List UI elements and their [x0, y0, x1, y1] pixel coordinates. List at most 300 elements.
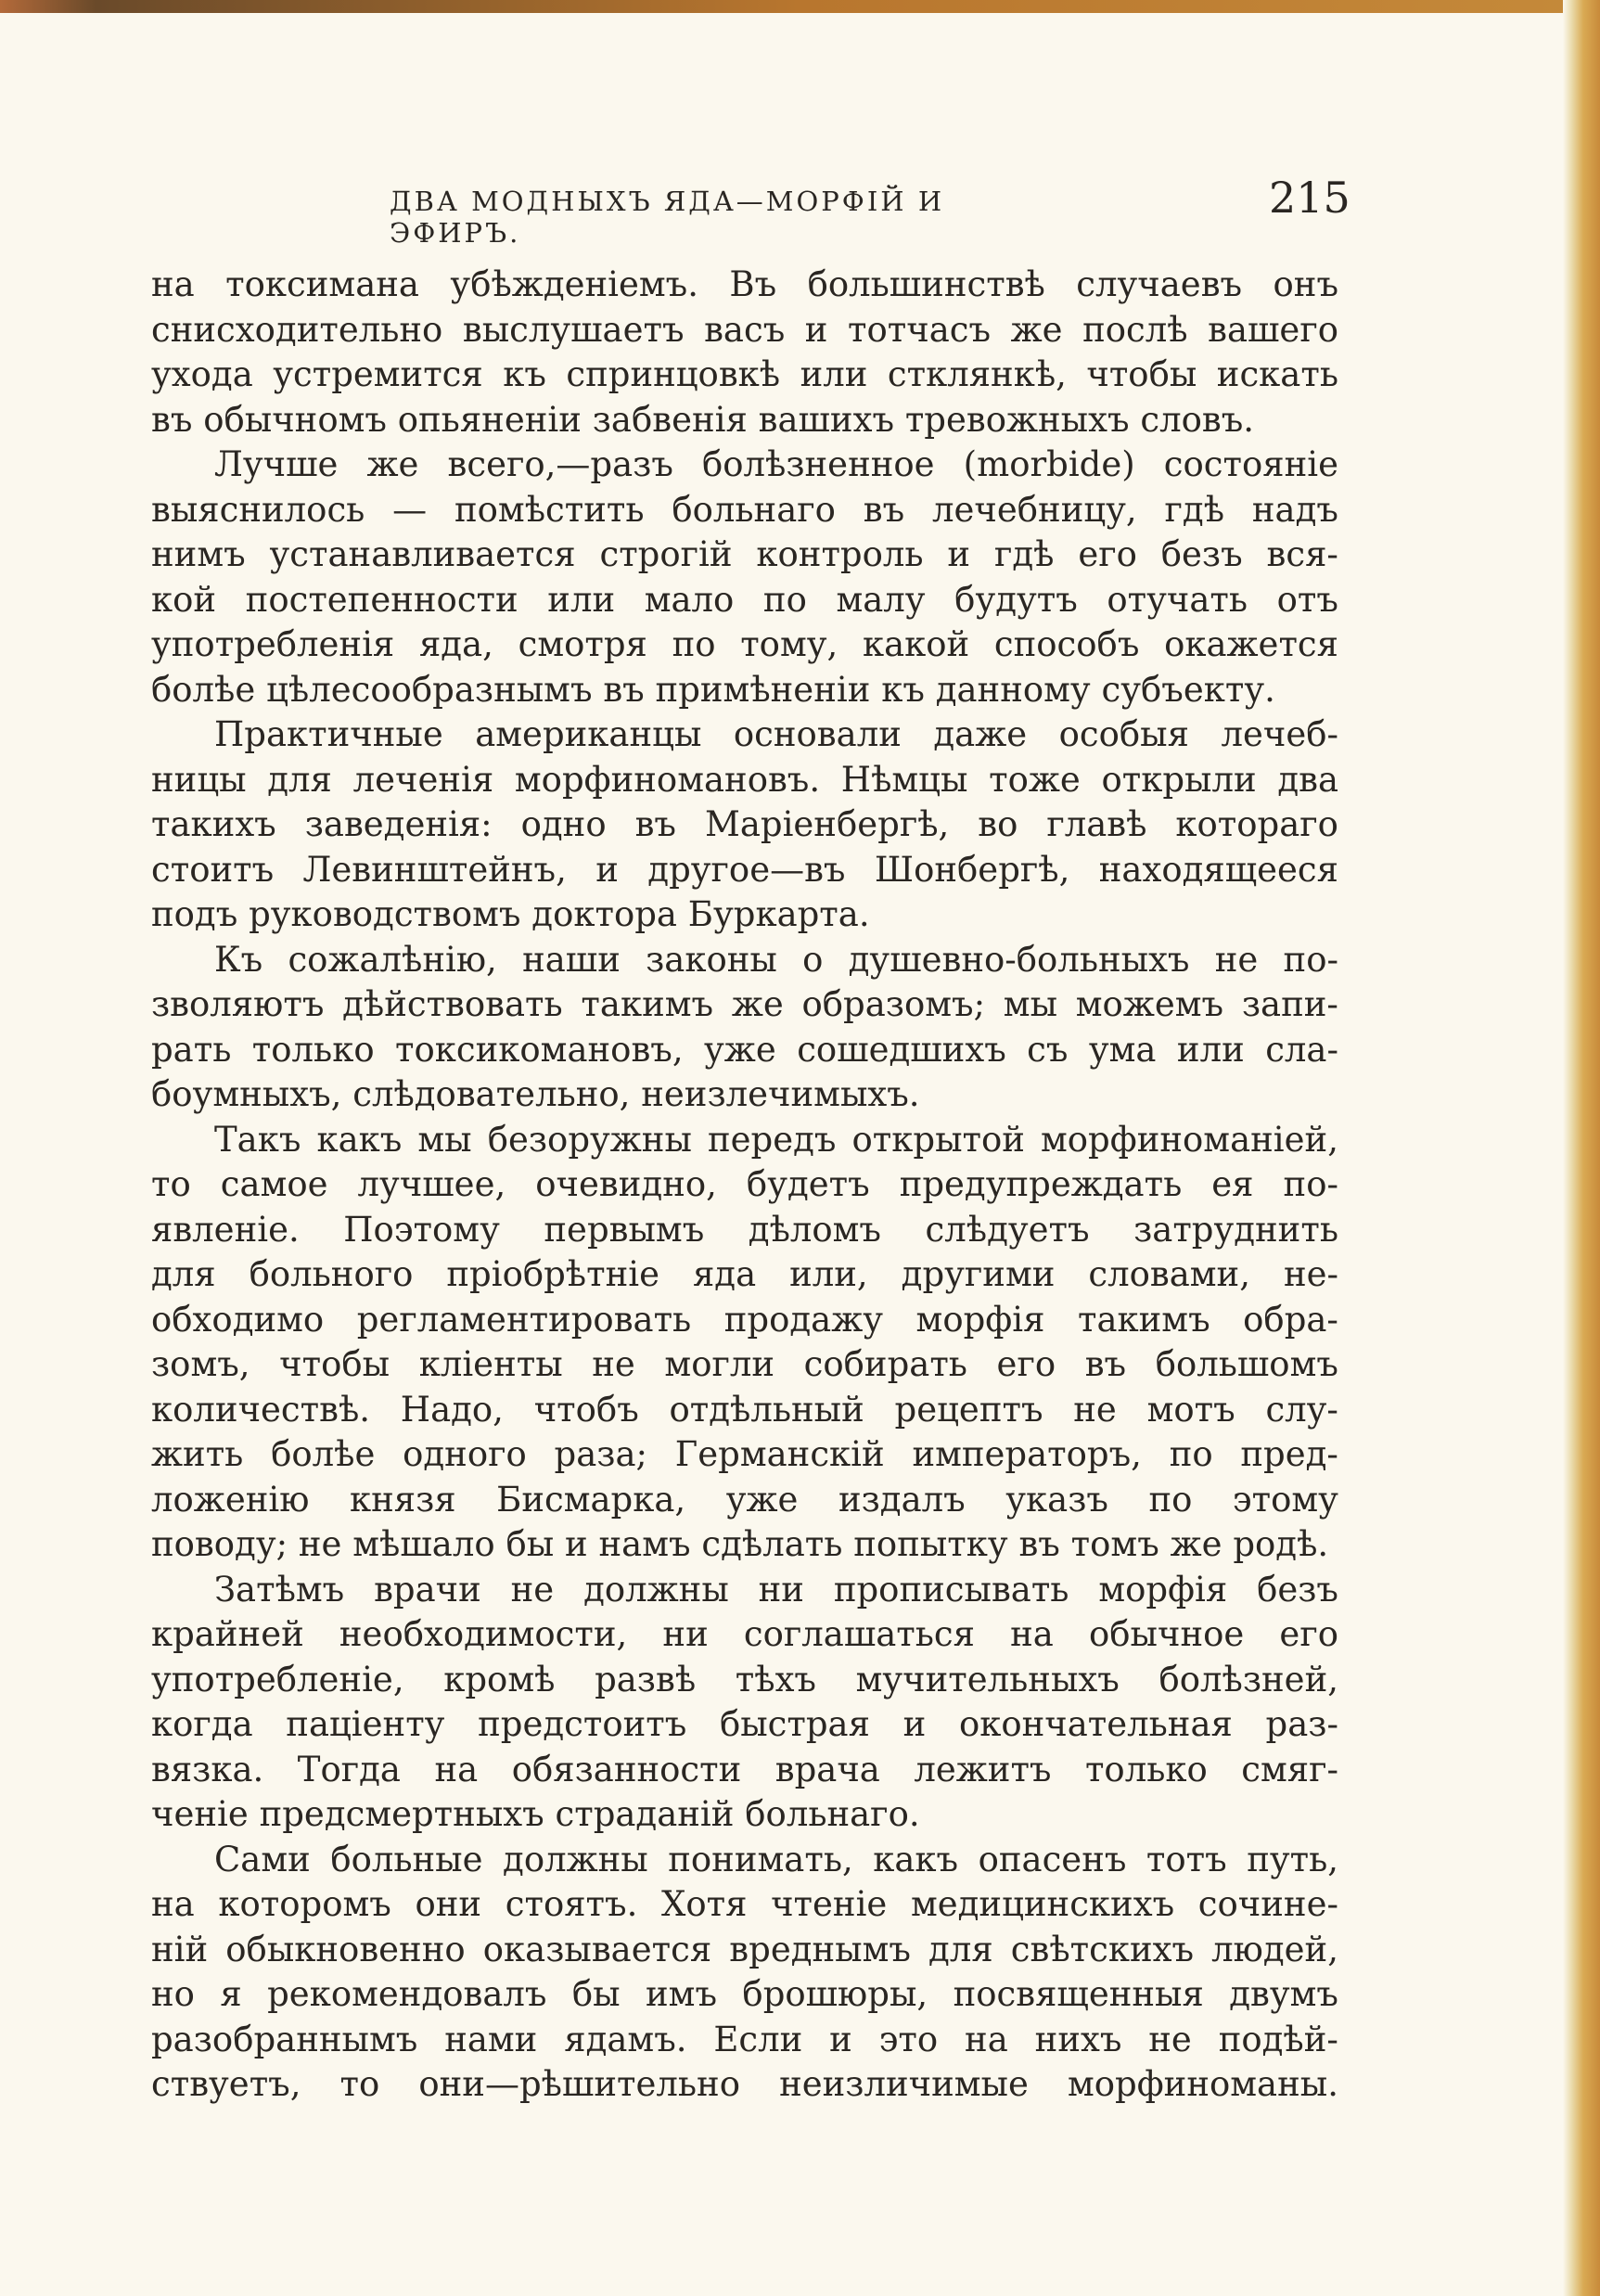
word: подѣй-	[1218, 2019, 1338, 2059]
word: лежитъ	[914, 1749, 1052, 1789]
word: контроль	[756, 534, 924, 574]
word: раза;	[554, 1434, 647, 1474]
text-line	[151, 1162, 1338, 1208]
word: сла-	[1265, 1029, 1338, 1070]
word: слу-	[1265, 1389, 1338, 1430]
word: болѣе	[271, 1434, 376, 1474]
word: главѣ	[1046, 804, 1147, 844]
word: тѣхъ	[735, 1659, 816, 1700]
word: для	[267, 759, 332, 800]
word: болѣзней,	[1158, 1659, 1338, 1700]
word: Шонбергѣ,	[874, 849, 1070, 890]
word: во	[978, 804, 1018, 844]
word: Практичные	[214, 714, 443, 754]
word: или,	[789, 1254, 868, 1294]
word: всего,—разъ	[447, 444, 673, 484]
word: одного	[403, 1434, 527, 1474]
word: неизличимые	[779, 2064, 1029, 2104]
word: безоружны	[487, 1119, 692, 1160]
word: случаевъ	[1076, 264, 1243, 304]
word: морфиноманы.	[1067, 2064, 1338, 2104]
word: посвященныя	[953, 1974, 1204, 2014]
word: смотря	[518, 624, 647, 664]
word: же	[731, 984, 784, 1024]
word: другими	[901, 1254, 1056, 1294]
word: какой	[862, 624, 970, 664]
word: устанавливается	[269, 534, 576, 574]
text-line	[151, 1928, 1338, 1973]
word: Поэтому	[343, 1209, 500, 1250]
text-line	[151, 1748, 1338, 1793]
word: и	[947, 534, 971, 574]
word: Маріенбергѣ,	[704, 804, 950, 844]
word: Къ	[214, 939, 263, 980]
word: обыкновенно	[225, 1929, 466, 1969]
word: надъ	[1251, 489, 1338, 530]
word: особыя	[1058, 714, 1189, 754]
word: и	[902, 1704, 927, 1744]
word: больнаго.	[745, 1794, 920, 1834]
text-line	[151, 1568, 1338, 1613]
text-line	[151, 578, 1338, 623]
word: большинствѣ	[807, 264, 1045, 304]
word: тому,	[740, 624, 838, 664]
word: окажется	[1164, 624, 1338, 664]
word: нами	[444, 2019, 538, 2059]
word: бы	[506, 1524, 555, 1564]
word: не-	[1283, 1254, 1338, 1294]
text-line	[151, 353, 1338, 398]
word: помѣстить	[454, 489, 645, 530]
word: бы	[571, 1974, 621, 2014]
text-line	[151, 1342, 1338, 1388]
word: сочине-	[1197, 1884, 1338, 1924]
word: примѣненіи	[655, 669, 871, 710]
running-head: ДВА МОДНЫХЪ ЯДА—МОРФІЙ И ЭФИРЪ.	[390, 186, 945, 249]
word: рецептъ	[894, 1389, 1043, 1430]
word: Лучше	[214, 444, 339, 484]
word: количествѣ.	[151, 1389, 371, 1430]
word: запи-	[1241, 984, 1338, 1024]
word: зволяютъ	[151, 984, 325, 1024]
word: послѣ	[1082, 309, 1188, 350]
word: не	[592, 1344, 635, 1384]
word: затруднить	[1133, 1209, 1338, 1250]
word: его	[996, 1344, 1056, 1384]
word: ложенію	[151, 1479, 310, 1520]
word: основали	[733, 714, 902, 754]
word: образомъ;	[801, 984, 986, 1024]
word: строгій	[599, 534, 733, 574]
word: намъ	[598, 1524, 691, 1564]
word: передъ	[707, 1119, 837, 1160]
word: вязка.	[151, 1749, 264, 1789]
word: забвенія	[592, 399, 748, 440]
word: окончательная	[958, 1704, 1233, 1744]
word: лучшее,	[357, 1164, 506, 1204]
word: свѣтскихъ	[1010, 1929, 1195, 1969]
word: въ	[634, 804, 676, 844]
word: употребленіе,	[151, 1659, 404, 1700]
text-line	[151, 1432, 1338, 1478]
word: морфиноманіей,	[1041, 1119, 1338, 1160]
word: цѣлесообразнымъ	[266, 669, 593, 710]
word: большомъ	[1155, 1344, 1338, 1384]
text-line	[151, 938, 1338, 983]
word: снисходительно	[151, 309, 443, 350]
word: когда	[151, 1704, 253, 1744]
word: какъ	[873, 1839, 959, 1879]
word: слѣдуетъ	[925, 1209, 1090, 1250]
word: устремится	[273, 354, 483, 394]
word: другое—въ	[647, 849, 846, 890]
word: не	[510, 1569, 555, 1610]
word: боумныхъ,	[151, 1074, 342, 1114]
word: подъ	[151, 894, 238, 934]
word: ея	[1211, 1164, 1254, 1204]
word: мало	[644, 579, 735, 620]
word: этому	[1232, 1479, 1338, 1520]
word: предупреждать	[899, 1164, 1183, 1204]
word: токсимана	[225, 264, 419, 304]
text-line	[151, 1298, 1338, 1343]
word: вреднымъ	[729, 1929, 911, 1969]
word: ницы	[151, 759, 247, 800]
word: американцы	[475, 714, 702, 754]
word: онъ	[1273, 264, 1338, 304]
word: же	[1010, 309, 1063, 350]
word: и	[804, 309, 828, 350]
word: въ	[151, 399, 193, 440]
text-line	[151, 1882, 1338, 1928]
word: на	[965, 2019, 1008, 2059]
text-line	[151, 308, 1338, 353]
word: какъ	[316, 1119, 403, 1160]
word: убѣжденіемъ.	[450, 264, 698, 304]
word: же	[1170, 1524, 1222, 1564]
text-line	[151, 622, 1338, 668]
word: употребленія	[151, 624, 395, 664]
word: ухода	[151, 354, 253, 394]
word: Германскій	[674, 1434, 885, 1474]
word: или	[800, 354, 868, 394]
word: императоръ,	[912, 1434, 1142, 1474]
word: искать	[1216, 354, 1338, 394]
word: морфиномановъ.	[514, 759, 821, 800]
word: Сами	[214, 1839, 311, 1879]
text-line	[151, 1658, 1338, 1703]
word: мотъ	[1146, 1389, 1235, 1430]
word: но	[151, 1974, 195, 2014]
word: морфія	[915, 1299, 1045, 1340]
word: первымъ	[544, 1209, 705, 1250]
word: родѣ.	[1233, 1524, 1329, 1564]
word: издалъ	[838, 1479, 966, 1520]
word: князя	[349, 1479, 456, 1520]
word: только	[251, 1029, 375, 1070]
text-line	[151, 263, 1338, 308]
text-line	[151, 1792, 1338, 1838]
word: это	[878, 2019, 939, 2059]
word: законы	[646, 939, 777, 980]
word: я	[220, 1974, 242, 2014]
word: малу	[836, 579, 926, 620]
word: страданій	[555, 1794, 735, 1834]
word: врачи	[374, 1569, 481, 1610]
word: Буркарта.	[687, 894, 870, 934]
text-line	[151, 712, 1338, 758]
word: лечебницу,	[932, 489, 1137, 530]
word: стоитъ	[151, 849, 275, 890]
word: по	[1169, 1434, 1213, 1474]
word: опасенъ	[978, 1839, 1127, 1879]
word: къ	[503, 354, 546, 394]
word: рать	[151, 1029, 232, 1070]
text-line	[151, 398, 1338, 443]
word: или	[1176, 1029, 1245, 1070]
word: мы	[1003, 984, 1058, 1024]
word: то	[339, 2064, 380, 2104]
word: чтобы	[279, 1344, 390, 1384]
word: лечеб-	[1221, 714, 1338, 754]
word: продажу	[723, 1299, 884, 1340]
word: ума	[1088, 1029, 1157, 1070]
word: (morbide)	[963, 444, 1135, 484]
word: токсикомановъ,	[395, 1029, 684, 1070]
text-line	[151, 1388, 1338, 1433]
word: Затѣмъ	[214, 1569, 345, 1610]
word: открыли	[1101, 759, 1257, 800]
text-line	[151, 532, 1338, 578]
word: сожалѣнію,	[288, 939, 497, 980]
word: яда	[692, 1254, 757, 1294]
word: доктора	[531, 894, 677, 934]
word: ядамъ.	[564, 2019, 687, 2059]
word: вашего	[1208, 309, 1338, 350]
word: тоже	[989, 759, 1081, 800]
word: его	[1078, 534, 1137, 574]
word: вся-	[1266, 534, 1338, 574]
word: отучать	[1107, 579, 1248, 620]
word: такихъ	[151, 804, 276, 844]
word: врача	[774, 1749, 880, 1789]
word: морфія	[1098, 1569, 1228, 1610]
word: не	[1148, 2019, 1192, 2059]
word: рекомендовалъ	[267, 1974, 547, 2014]
word: въ	[603, 669, 645, 710]
word: по	[1148, 1479, 1193, 1520]
word: въ	[863, 489, 905, 530]
word: гдѣ	[993, 534, 1055, 574]
word: попытку	[853, 1524, 1008, 1564]
word: жить	[151, 1434, 244, 1474]
word: мы	[417, 1119, 472, 1160]
word: тотчасъ	[848, 309, 992, 350]
word: по-	[1283, 1164, 1338, 1204]
word: ствуетъ,	[151, 2064, 301, 2104]
word: обычное	[1088, 1614, 1245, 1654]
text-line	[151, 1478, 1338, 1523]
word: Хотя	[661, 1884, 748, 1924]
word: ній	[151, 1929, 209, 1969]
word: съ	[1027, 1029, 1069, 1070]
word: или	[547, 579, 616, 620]
text-line	[151, 1118, 1338, 1163]
word: Въ	[729, 264, 777, 304]
page-top-edge	[0, 0, 1600, 13]
word: чтобъ	[533, 1389, 639, 1430]
word: томъ	[1070, 1524, 1159, 1564]
word: кліенты	[418, 1344, 563, 1384]
word: самое	[220, 1164, 328, 1204]
word: предстоитъ	[478, 1704, 687, 1744]
word: неизлечимыхъ.	[641, 1074, 920, 1114]
word: они	[415, 1884, 482, 1924]
word: указъ	[1005, 1479, 1108, 1520]
text-line	[151, 1838, 1338, 1883]
word: которомъ	[218, 1884, 391, 1924]
word: нимъ	[151, 534, 246, 574]
word: васъ	[704, 309, 786, 350]
word: обра-	[1243, 1299, 1338, 1340]
word: ни	[758, 1569, 804, 1610]
word: очевидно,	[535, 1164, 717, 1204]
word: собирать	[803, 1344, 967, 1384]
word: больного	[249, 1254, 414, 1294]
word: руководствомъ	[249, 894, 521, 934]
word: стоятъ.	[505, 1884, 638, 1924]
text-line	[151, 488, 1338, 533]
text-line	[151, 1972, 1338, 2018]
word: зомъ,	[151, 1344, 250, 1384]
word: Если	[713, 2019, 803, 2059]
word: по	[762, 579, 807, 620]
word: два	[1277, 759, 1338, 800]
text-line	[151, 1612, 1338, 1658]
word: можемъ	[1075, 984, 1224, 1024]
word: будетъ	[746, 1164, 870, 1204]
word: стклянкѣ,	[887, 354, 1067, 394]
word: прописывать	[833, 1569, 1069, 1610]
word: же	[366, 444, 419, 484]
word: пріобрѣтніе	[446, 1254, 659, 1294]
word: соглашаться	[743, 1614, 975, 1654]
word: наши	[522, 939, 621, 980]
word: для	[151, 1254, 216, 1294]
word: въ	[1084, 1344, 1127, 1384]
word: крайней	[151, 1614, 304, 1654]
text-line	[151, 2062, 1338, 2108]
word: леченія	[352, 759, 494, 800]
word: тревожныхъ	[904, 399, 1130, 440]
word: такимъ	[581, 984, 714, 1024]
word: къ	[881, 669, 925, 710]
text-line	[151, 1522, 1338, 1568]
word: дѣйствовать	[342, 984, 563, 1024]
word: раз-	[1265, 1704, 1338, 1744]
text-line	[151, 2018, 1338, 2063]
word: на	[151, 1884, 195, 1924]
word: развѣ	[595, 1659, 697, 1700]
word: людей,	[1211, 1929, 1338, 1969]
word: не	[298, 1524, 342, 1564]
word: находящееся	[1098, 849, 1338, 890]
word: гдѣ	[1164, 489, 1225, 530]
word: понимать,	[668, 1839, 853, 1879]
word: отдѣльный	[669, 1389, 864, 1430]
word: дѣломъ	[748, 1209, 881, 1250]
word: и	[565, 1524, 588, 1564]
word: опьяненіи	[397, 399, 582, 440]
word: Такъ	[214, 1119, 301, 1160]
word: словами,	[1088, 1254, 1250, 1294]
word: только	[1084, 1749, 1208, 1789]
word: одно	[520, 804, 607, 844]
word: чтеніе	[771, 1884, 888, 1924]
word: открытой	[851, 1119, 1025, 1160]
word: отъ	[1276, 579, 1338, 620]
word: медицинскихъ	[910, 1884, 1175, 1924]
page-right-edge	[1563, 0, 1600, 2296]
word: необходимости,	[339, 1614, 628, 1654]
word: смяг-	[1241, 1749, 1338, 1789]
word: обязанности	[511, 1749, 742, 1789]
word: мучительныхъ	[855, 1659, 1120, 1700]
word: заведенія:	[304, 804, 493, 844]
word: кромѣ	[443, 1659, 556, 1700]
word: брошюры,	[742, 1974, 928, 2014]
word: даже	[933, 714, 1028, 754]
word: болѣе	[151, 669, 256, 710]
word: слѣдовательно,	[352, 1074, 631, 1114]
word: не	[1073, 1389, 1117, 1430]
text-line	[151, 982, 1338, 1028]
word: должны	[583, 1569, 729, 1610]
word: состояніе	[1163, 444, 1338, 484]
word: предсмертныхъ	[259, 1794, 544, 1834]
word: по	[672, 624, 716, 664]
word: обычномъ	[203, 399, 387, 440]
word: поводу;	[151, 1524, 288, 1564]
text-line	[151, 1208, 1338, 1253]
word: для	[928, 1929, 993, 1969]
word: больные	[330, 1839, 483, 1879]
word: на	[151, 264, 195, 304]
word: его	[1279, 1614, 1338, 1654]
word: безъ	[1160, 534, 1243, 574]
word: вашихъ	[758, 399, 894, 440]
word: Бисмарка,	[496, 1479, 686, 1520]
text-line	[151, 1028, 1338, 1073]
word: субъекту.	[1101, 669, 1275, 710]
word: нихъ	[1034, 2019, 1122, 2059]
word: въ	[1018, 1524, 1060, 1564]
word: кой	[151, 579, 217, 620]
word: тотъ	[1146, 1839, 1227, 1879]
word: регламентировать	[356, 1299, 692, 1340]
word: двумъ	[1229, 1974, 1338, 2014]
word: уже	[704, 1029, 776, 1070]
word: постепенности	[245, 579, 518, 620]
word: должны	[503, 1839, 648, 1879]
word: выяснилось	[151, 489, 365, 530]
word: могли	[664, 1344, 775, 1384]
word: по-	[1283, 939, 1338, 980]
word: чтобы	[1086, 354, 1197, 394]
text-line	[151, 802, 1338, 848]
word: душевно-больныхъ	[848, 939, 1190, 980]
word: уже	[725, 1479, 799, 1520]
